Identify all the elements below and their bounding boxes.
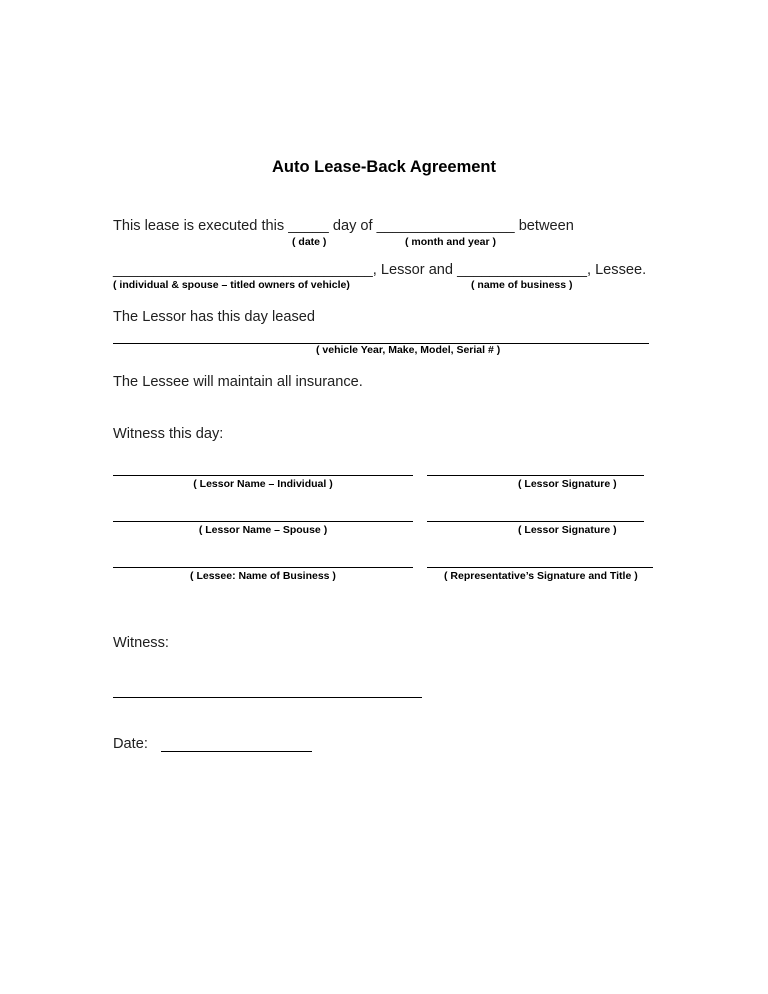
lessor-individual-name-caption: ( Lessor Name – Individual )	[193, 478, 333, 490]
lessor-spouse-signature-caption: ( Lessor Signature )	[518, 524, 617, 536]
witness-signature-line	[113, 696, 422, 698]
date-label: Date:	[113, 736, 148, 752]
business-caption: ( name of business )	[471, 279, 573, 291]
date-blank-line	[161, 750, 312, 752]
document-title: Auto Lease-Back Agreement	[271, 158, 497, 176]
lessee-business-name-line	[113, 566, 413, 568]
lessor-spouse-name-line	[113, 520, 413, 522]
lease-execution-line: This lease is executed this _____ day of _________________ between	[113, 218, 574, 234]
lessor-spouse-name-caption: ( Lessor Name – Spouse )	[198, 524, 328, 536]
lessor-individual-signature-line	[427, 474, 644, 476]
witness-this-day-label: Witness this day:	[113, 426, 224, 442]
lessee-business-name-caption: ( Lessee: Name of Business )	[190, 570, 336, 582]
lessor-spouse-signature-line	[427, 520, 644, 522]
representative-signature-line	[427, 566, 653, 568]
witness-label: Witness:	[113, 635, 169, 651]
lessor-individual-signature-caption: ( Lessor Signature )	[518, 478, 617, 490]
lessor-lessee-line: ________________________________, Lessor and ________________, Lessee.	[113, 262, 647, 278]
lessor-individual-name-line	[113, 474, 413, 476]
insurance-statement: The Lessee will maintain all insurance.	[113, 374, 363, 390]
vehicle-caption: ( vehicle Year, Make, Model, Serial # )	[316, 344, 501, 356]
representative-signature-caption: ( Representative’s Signature and Title )	[444, 570, 638, 582]
month-year-caption: ( month and year )	[405, 236, 497, 248]
owners-caption: ( individual & spouse – titled owners of vehicle)	[113, 279, 350, 291]
leased-statement: The Lessor has this day leased	[113, 309, 315, 325]
date-caption: ( date )	[292, 236, 327, 248]
